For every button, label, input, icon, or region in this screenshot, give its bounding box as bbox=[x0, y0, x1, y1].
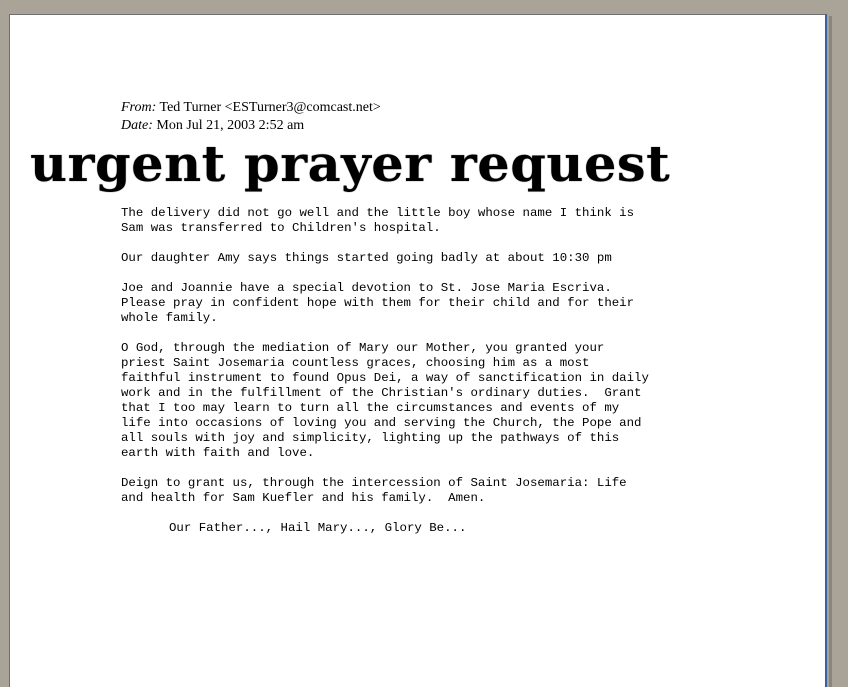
from-value: Ted Turner <ESTurner3@comcast.net> bbox=[159, 100, 381, 115]
page-shadow bbox=[829, 16, 832, 687]
date-line bbox=[121, 117, 381, 135]
page-title: urgent prayer request bbox=[30, 134, 671, 193]
body-paragraph: Deign to grant us, through the intercession of Saint Josemaria: Life and health for Sam Kuefler and his family. Amen. bbox=[121, 476, 627, 505]
from-label: From: bbox=[121, 100, 157, 115]
email-header bbox=[121, 99, 381, 135]
date-value: Mon Jul 21, 2003 2:52 am bbox=[156, 118, 305, 133]
message-body bbox=[121, 206, 721, 536]
date-label: Date: bbox=[121, 118, 153, 133]
body-paragraph: Our daughter Amy says things started going badly at about 10:30 pm bbox=[121, 251, 612, 265]
closing-line: Our Father..., Hail Mary..., Glory Be... bbox=[169, 521, 467, 535]
body-paragraph: O God, through the mediation of Mary our Mother, you granted your priest Saint Josemaria countless graces, choosing him as a most faithful instrument to found Opus Dei, a way of sanctification in daily work and in the fulfillment of the Christian's ordinary duties. Grant that I too may learn to turn all the circumstances and events of my life into occasions of loving you and serving the Church, the Pope and all souls with joy and simplicity, lighting up the pathways of this earth with faith and love. bbox=[121, 341, 649, 460]
from-line bbox=[121, 99, 381, 117]
body-paragraph: The delivery did not go well and the little boy whose name I think is Sam was transferred to Children's hospital. bbox=[121, 206, 635, 235]
body-paragraph: Joe and Joannie have a special devotion to St. Jose Maria Escriva. Please pray in confident hope with them for their child and for their whole family. bbox=[121, 281, 635, 325]
